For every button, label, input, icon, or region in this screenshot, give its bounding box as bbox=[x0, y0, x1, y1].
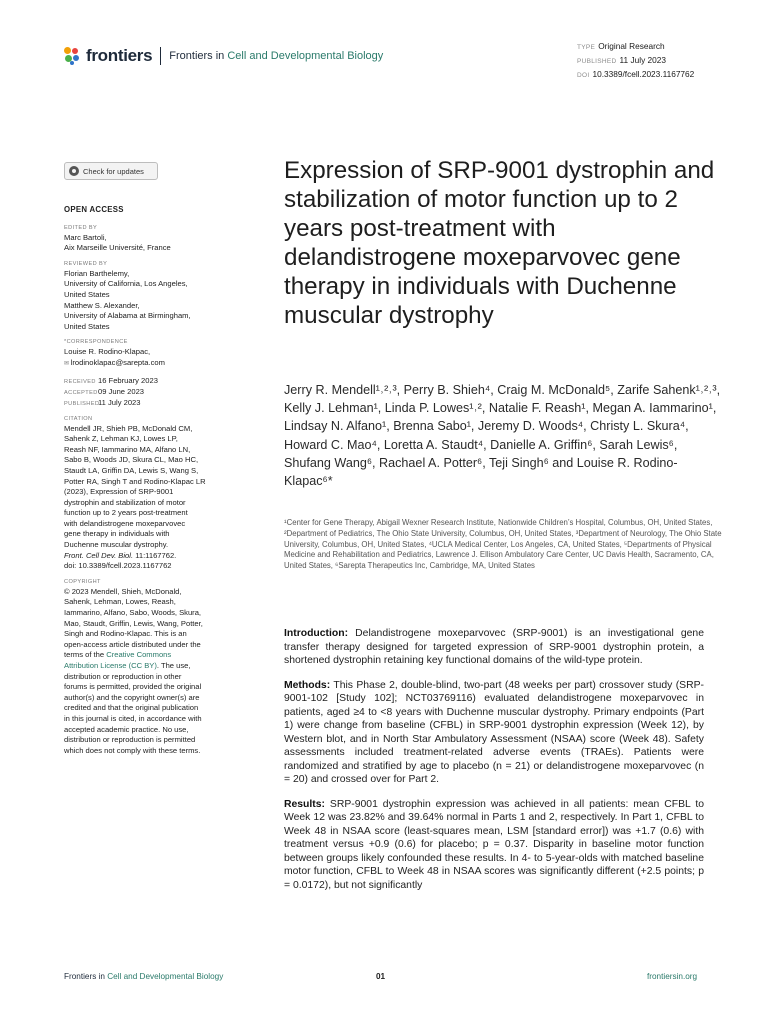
abstract-methods: Methods: This Phase 2, double-blind, two-part (48 weeks per part) crossover study (SRP-9001-102 [Study 102]; NCT03769116) evaluated delandistrogene moxeparvovec in patients, aged ≥4 to <8 years with Duchenne muscular dystrophy. Primary endpoints (Part 1) were change from baseline (CFBL) in SRP-9001 dystrophin expression (Week 12), by Western blot, and in North Star Ambulatory Assessment (NSAA) score (Week 48). Safety assessments included treatment-related adverse events (TRAEs). Patients were randomized and stratified by age to placebo (n = 21) or delandistrogene moxeparvovec (n = 20) and crossed over for Part 2. bbox=[284, 679, 704, 785]
article-meta bbox=[577, 40, 694, 82]
page-number: 01 bbox=[376, 972, 386, 981]
footer-site-link[interactable]: frontiersin.org bbox=[647, 972, 698, 981]
abstract bbox=[284, 627, 704, 903]
frontiers-logo-icon bbox=[64, 47, 82, 65]
check-updates-icon bbox=[69, 166, 79, 176]
correspondence-section: *CORRESPONDENCE Louise R. Rodino-Klapac, ✉ lrodinoklapac@sarepta.com bbox=[64, 338, 240, 369]
dates-section: RECEIVED 16 February 2023 ACCEPTED09 June 2023 PUBLISHED11 July 2023 bbox=[64, 375, 158, 407]
abstract-results: Results: SRP-9001 dystrophin expression was achieved in all patients: mean CFBL to Week 12 was 23.82% and 39.64% normal in Parts 1 and 2, respectively. In Part 1, CFBL to Week 48 in NSAA score (least-squares mean, LSM [standard error]) was +1.7 (0.6) with treatment versus +0.9 (0.6) for placebo; p = 0.37. Disparity in baseline motor function between groups likely confounded these results. In 4- to 5-year-olds with matched baseline motor function, CFBL to Week 48 in NSAA scores was significantly different (+2.5 points; p = 0.0172), but not significantly bbox=[284, 798, 704, 891]
article-doi[interactable]: DOI 10.3389/fcell.2023.1167762 bbox=[577, 69, 695, 79]
article-type: TYPE Original Research bbox=[577, 41, 665, 51]
check-for-updates-button[interactable]: Check for updates bbox=[64, 162, 158, 180]
affiliations: ¹Center for Gene Therapy, Abigail Wexner Research Institute, Nationwide Children’s Hospital, Columbus, OH, United States, ²Department of Pediatrics, The Ohio State University, Columbus, OH, United States, ³Department of Neurology, The Ohio State University, Columbus, OH, United States, ⁴UCLA Medical Center, Los Angeles, CA, United States, ⁵Departments of Physical Medicine and Rehabilitation and Pediatrics, Lawrence J. Ellison Ambulatory Care Center, UC Davis Health, Sacramento, CA, United States, ⁶Sarepta Therapeutics Inc, Cambridge, MA, United States bbox=[284, 518, 722, 571]
sidebar bbox=[64, 205, 240, 762]
open-access-label: OPEN ACCESS bbox=[64, 205, 124, 214]
footer-journal[interactable]: Frontiers in Cell and Developmental Biology bbox=[64, 972, 224, 981]
author-list: Jerry R. Mendell¹˒²˒³, Perry B. Shieh⁴, Craig M. McDonald⁵, Zarife Sahenk¹˒²˒³, Kelly J. Lehman¹, Linda P. Lowes¹˒², Natalie F. Reash¹, Megan A. Iammarino¹, Lindsay N. Alfano¹, Brenna Sabo¹, Jeremy D. Woods⁴, Christy L. Skura⁴, Howard C. Mao⁴, Loretta A. Staudt⁴, Danielle A. Griffin⁶, Sarah Lewis⁶, Shufang Wang⁶, Rachael A. Potter⁶, Teji Singh⁶ and Louise R. Rodino-Klapac⁶* bbox=[284, 383, 721, 489]
article-published: PUBLISHED 11 July 2023 bbox=[577, 55, 666, 65]
citation-section: CITATION Mendell JR, Shieh PB, McDonald CM, Sahenk Z, Lehman KJ, Lowes LP, Reash NF, Iammarino MA, Alfano LN, Sabo B, Woods JD, Skura CL, Mao HC, Staudt LA, Griffin DA, Lewis S, Wang S, Potter RA, Singh T and Rodino-Klapac LR (2023), Expression of SRP-9001 dystrophin and stabilization of motor function up to 2 years post-treatment with delandistrogene moxeparvovec gene therapy in individuals with Duchenne muscular dystrophy. Front. Cell Dev. Biol. 11:1167762. doi: 10.3389/fcell.2023.1167762 bbox=[64, 415, 240, 572]
frontiers-logo[interactable] bbox=[64, 46, 383, 66]
cc-by-license-link[interactable]: Creative Commons Attribution License (CC BY) bbox=[64, 650, 172, 670]
journal-name[interactable]: Frontiers in Cell and Developmental Biology bbox=[169, 50, 384, 62]
brand-name: frontiers bbox=[86, 46, 153, 65]
reviewed-by-section: REVIEWED BY Florian Barthelemy, University of California, Los Angeles, United States Matthew S. Alexander, University of Alabama at Birmingham, United States bbox=[64, 260, 191, 331]
citation-doi[interactable]: doi: 10.3389/fcell.2023.1167762 bbox=[64, 561, 172, 571]
edited-by-section: EDITED BY Marc Bartoli, Aix Marseille Université, France bbox=[64, 224, 171, 253]
header-divider bbox=[160, 47, 161, 65]
article-title: Expression of SRP-9001 dystrophin and stabilization of motor function up to 2 years post-treatment with delandistrogene moxeparvovec gene therapy in individuals with Duchenne muscular dystrophy bbox=[284, 157, 715, 329]
correspondence-email[interactable]: ✉ lrodinoklapac@sarepta.com bbox=[64, 357, 165, 367]
copyright-section: COPYRIGHT © 2023 Mendell, Shieh, McDonald, Sahenk, Lehman, Lowes, Reash, Iammarino, Alfano, Sabo, Woods, Skura, Mao, Staudt, Griffin, Lewis, Wang, Potter, Singh and Rodino-Klapac. This is an open-access article distributed under the terms of the Creative Commons Attribution License (CC BY). The use, distribution or reproduction in other forums is permitted, provided the original author(s) and the copyright owner(s) are credited and that the original publication in this journal is cited, in accordance with accepted academic practice. No use, distribution or reproduction is permitted which does not comply with these terms. bbox=[64, 578, 203, 755]
email-icon: ✉ bbox=[64, 360, 71, 367]
abstract-introduction: Introduction: Delandistrogene moxeparvovec (SRP-9001) is an investigational gene transfer therapy designed for targeted expression of SRP-9001 dystrophin protein, a shortened dystrophin retaining key functional domains of the wild-type protein. bbox=[284, 628, 704, 666]
